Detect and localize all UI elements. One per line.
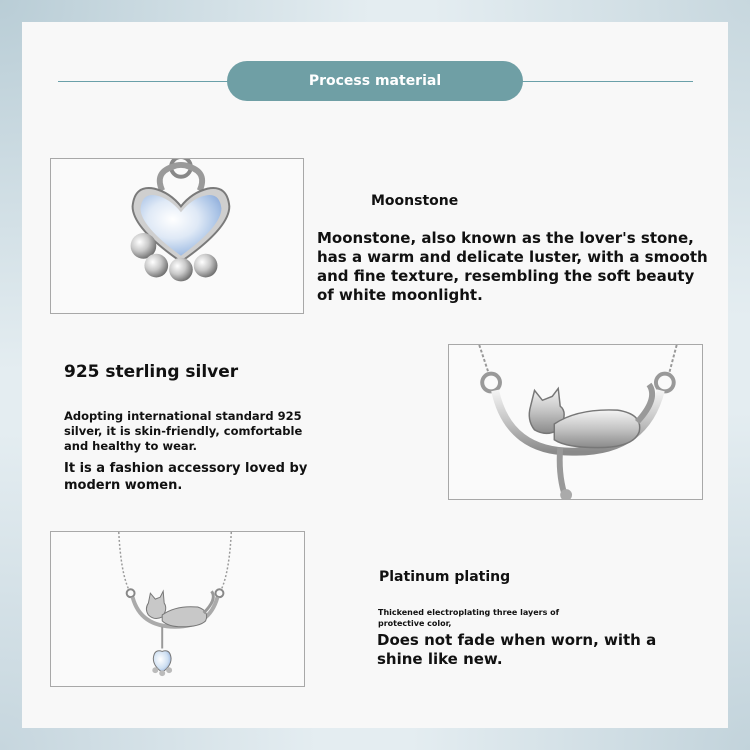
moonstone-title: Moonstone	[371, 193, 459, 209]
silver-title: 925 sterling silver	[64, 362, 239, 382]
platinum-description: Does not fade when worn, with a shine like new.	[377, 631, 657, 668]
moonstone-pendant-illustration	[51, 159, 303, 313]
platinum-note: Thickened electroplating three layers of protective color,	[378, 608, 560, 628]
platinum-title: Platinum plating	[379, 569, 511, 585]
silver-description: Adopting international standard 925 silver, it is skin-friendly, comfortable and healthy to wear.	[64, 409, 303, 453]
moonstone-pendant-photo	[50, 158, 304, 314]
necklace-full-photo	[50, 531, 305, 687]
cat-pendant-closeup-illustration	[449, 345, 702, 499]
section-header	[227, 61, 523, 101]
silver-description-extra: It is a fashion accessory loved by modern women.	[64, 461, 308, 493]
moonstone-description: Moonstone, also known as the lover's stone, has a warm and delicate luster, with a smooth and fine texture, resembling the soft beauty of white moonlight.	[317, 229, 708, 304]
header-divider-right	[520, 81, 693, 82]
section-header-title: Process material	[308, 73, 442, 89]
cat-pendant-closeup-photo	[448, 344, 703, 500]
necklace-full-illustration	[51, 532, 304, 686]
header-divider-left	[58, 81, 228, 82]
